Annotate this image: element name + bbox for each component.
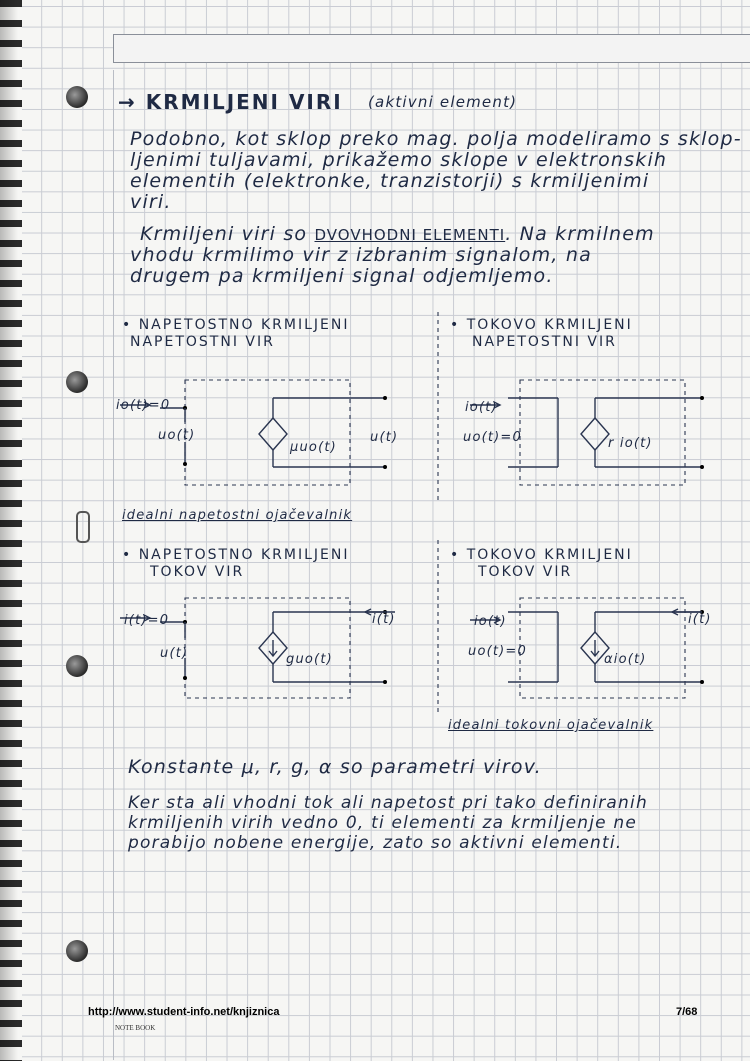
footer-url[interactable]: http://www.student-info.net/knjiznica — [88, 1006, 280, 1018]
paragraph1-line: ljenimi tuljavami, prikažemo sklope v elektronskih — [130, 149, 668, 171]
paragraph2-after: . Na krmilnem — [505, 223, 655, 245]
paragraph2-before: Krmiljeni viri so — [140, 223, 308, 245]
section2-subtitle: NAPETOSTNI VIR — [472, 334, 617, 350]
constants-line: Konstante μ, r, g, α so parametri virov. — [128, 756, 542, 778]
page-number: 7/68 — [676, 1006, 698, 1018]
c3-output-current: i(t) — [372, 612, 396, 627]
heading: → KRMILJENI VIRI — [118, 90, 343, 114]
c4-output-current: i(t) — [688, 612, 712, 627]
c3-source-label: guo(t) — [286, 652, 333, 667]
paragraph2-highlight: DVOVHODNI ELEMENTI — [314, 226, 506, 244]
heading-note: (aktivni element) — [368, 93, 518, 111]
section1-title: • NAPETOSTNO KRMILJENI — [122, 317, 350, 333]
paragraph2-line: vhodu krmilimo vir z izbranim signalom, na — [130, 244, 592, 266]
c1-source-label: μuo(t) — [290, 440, 337, 455]
c1-input-current: io(t)=0 — [116, 398, 171, 413]
caption-voltage-amplifier: idealni napetostni ojačevalnik — [122, 508, 353, 523]
caption-current-amplifier: idealni tokovni ojačevalnik — [448, 718, 654, 733]
paragraph1-line: Podobno, kot sklop preko mag. polja modeliramo s sklop- — [130, 128, 742, 150]
section3-title: • NAPETOSTNO KRMILJENI — [122, 547, 350, 563]
paragraph3-line: krmiljenih virih vedno 0, ti elementi za krmiljenje ne — [128, 813, 638, 833]
c2-input-current: io(t) — [465, 400, 498, 415]
c3-input-current: i(t)=0 — [124, 613, 170, 628]
c1-output-voltage: u(t) — [370, 430, 399, 445]
paragraph2-line: drugem pa krmiljeni signal odjemljemo. — [130, 265, 554, 287]
c2-input-voltage: uo(t)=0 — [463, 430, 522, 445]
paragraph3-line: Ker sta ali vhodni tok ali napetost pri tako definiranih — [128, 793, 648, 813]
c2-source-label: r io(t) — [608, 436, 653, 451]
notebook-brand: NOTE BOOK — [115, 1024, 156, 1032]
c3-input-voltage: u(t) — [160, 646, 189, 661]
paragraph1-line: viri. — [130, 191, 172, 213]
paragraph1-line: elementih (elektronke, tranzistorji) s krmiljenimi — [130, 170, 650, 192]
c4-input-voltage: uo(t)=0 — [468, 644, 527, 659]
c4-input-current: io(t) — [474, 614, 507, 629]
c4-source-label: αio(t) — [604, 652, 647, 667]
c1-input-voltage: uo(t) — [158, 428, 196, 443]
section3-subtitle: TOKOV VIR — [150, 564, 245, 580]
section4-subtitle: TOKOV VIR — [478, 564, 573, 580]
paragraph3-line: porabijo nobene energije, zato so aktivni elementi. — [128, 833, 623, 853]
section2-title: • TOKOVO KRMILJENI — [450, 317, 633, 333]
section1-subtitle: NAPETOSTNI VIR — [130, 334, 275, 350]
circuit-vccs — [110, 590, 430, 710]
section4-title: • TOKOVO KRMILJENI — [450, 547, 633, 563]
